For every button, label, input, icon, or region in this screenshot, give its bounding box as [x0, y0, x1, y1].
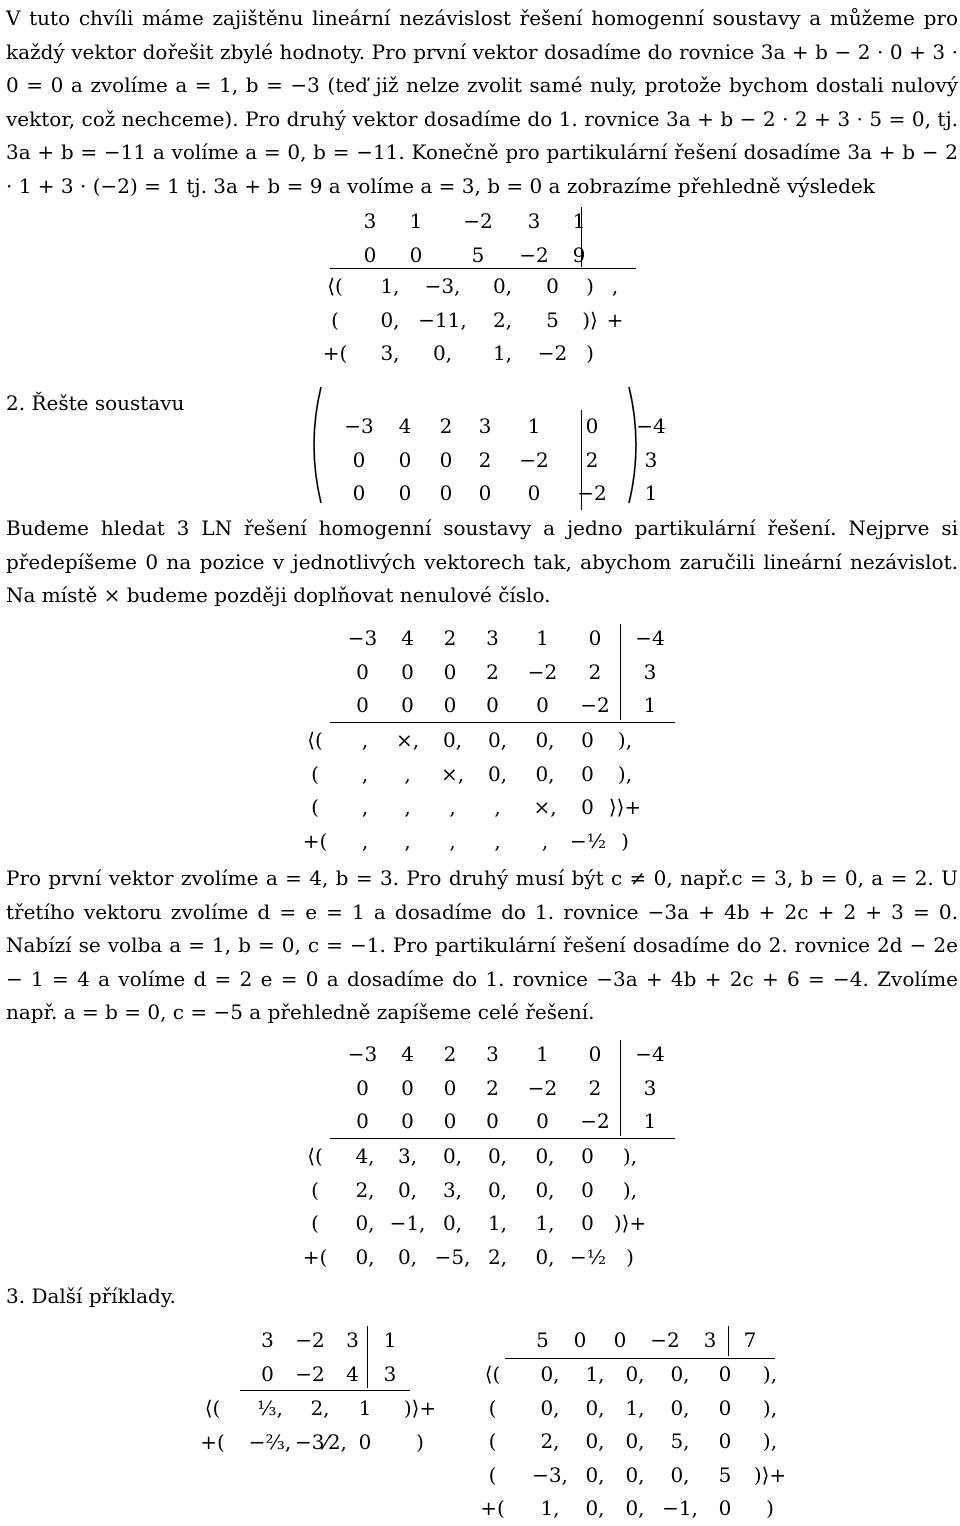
matrix-cell: 0	[401, 1075, 414, 1100]
solution-cell: (	[331, 307, 339, 332]
matrix-cell: 0	[409, 242, 423, 267]
solution-cell: 2,	[492, 307, 513, 332]
solution-cell: ,	[404, 828, 411, 853]
matrix-cell: 0	[443, 1109, 457, 1133]
matrix-cell: 0	[439, 447, 453, 472]
matrix-cell: 0	[443, 659, 457, 684]
paragraph-intro: V tuto chvíli máme zajištěnu lineární nezávislost řešení homogenní soustavy a můžeme pro každý vektor dořešit zbylé hodnoty. Pro první vektor dosadíme do rovnice 3a + b − 2 · 0 + 3 · 0 = 0 a zvolíme a = 1, b = −3 (teď již nelze zvolit samé nuly, protože bychom dostali nulový vektor, což nechceme). Pro druhý vektor dosadíme do 1. rovnice 3a + b − 2 · 2 + 3 · 5 = 0, tj. 3a + b = −11 a volíme a = 0, b = −11. Konečně pro partikulární řešení dosadíme 3a + b − 2 · 1 + 3 · (−2) = 1 tj. 3a + b = 9 a volíme a = 3, b = 0 a zobrazíme přehledně výsledek	[6, 6, 958, 198]
matrix-cell: 1	[409, 209, 423, 233]
matrix-cell: 3	[478, 414, 492, 438]
solution-cell: ,	[494, 828, 501, 853]
solution-cell: 0,	[355, 1211, 375, 1235]
matrix-cell: 1	[644, 481, 658, 505]
solution-cell: 0	[718, 1496, 732, 1520]
matrix-cell: 0	[261, 1361, 274, 1386]
matrix-cell: −4	[636, 414, 666, 438]
solution-cell: ,	[611, 274, 619, 298]
solution-cell: 0	[581, 795, 594, 819]
matrix-cell: 2	[588, 659, 602, 684]
solution-cell: 4,	[355, 1144, 375, 1168]
solution-cell: ),	[762, 1395, 778, 1420]
matrix-cell: 0	[486, 693, 499, 717]
matrix-cell: 3	[527, 209, 541, 233]
matrix-cell: −3	[344, 414, 374, 438]
solution-cell: ),	[622, 1177, 638, 1202]
solution-cell: ),	[762, 1429, 778, 1453]
solution-cell: ,	[361, 761, 369, 786]
matrix-cell: 0	[478, 481, 492, 505]
solution-cell: −½	[570, 828, 607, 853]
solution-cell: 0,	[670, 1362, 690, 1386]
solution-cell: ⟨(	[307, 1144, 323, 1168]
solution-cell: 0	[358, 1429, 372, 1454]
solution-cell: 0,	[625, 1362, 645, 1386]
solution-cell: 2,	[310, 1396, 330, 1420]
solution-cell: 0	[718, 1395, 732, 1420]
solution-cell: ×,	[395, 728, 420, 752]
matrix-cell: 3	[383, 1361, 397, 1386]
solution-cell: ),	[762, 1362, 778, 1386]
solution-cell: 0,	[535, 1244, 555, 1269]
matrix-cell: 0	[356, 693, 369, 717]
solution-cell: )	[766, 1496, 774, 1520]
solution-cell: −⅔,	[248, 1429, 292, 1454]
matrix-cell: −4	[635, 1042, 665, 1066]
solution-cell: 0	[581, 728, 594, 752]
augmented-bar	[581, 410, 582, 510]
solution-cell: (	[488, 1462, 497, 1487]
matrix-cell: 2	[443, 1042, 457, 1066]
paragraph-choice: Pro první vektor zvolíme a = 4, b = 3. Pro druhý musí být c ≠ 0, např.c = 3, b = 0, a = 2. U třetího vektoru zvolíme d = e = 1 a dosadíme do 1. rovnice −3a + 4b + 2c + 2 + 3 = 0. Nabízí se volba a = 1, b = 0, c = −1. Pro partikulární řešení dosadíme do 2. rovnice 2d − 2e − 1 = 4 a volíme d = 2 e = 0 a dosadíme do 1. rovnice −3a + 4b + 2c + 6 = −4. Zvolíme např. a = b = 0, c = −5 a přehledně zapíšeme celé řešení.	[6, 866, 958, 1024]
solution-cell: (	[488, 1395, 497, 1420]
matrix-cell: 4	[346, 1361, 359, 1386]
solution-cell: ⟨(	[204, 1396, 221, 1420]
matrix-cell: 0	[401, 1109, 414, 1133]
solution-cell: 0,	[535, 1144, 555, 1168]
solution-cell: 0	[718, 1362, 732, 1386]
matrix-cell: 0	[573, 1328, 587, 1352]
solution-cell: 0,	[670, 1395, 690, 1420]
solution-cell: 0	[581, 1211, 594, 1235]
matrix-cell: 3	[261, 1328, 274, 1352]
solution-cell: 1,	[540, 1496, 560, 1520]
matrix-cell: 5	[471, 242, 485, 267]
solution-cell: 0,	[355, 1244, 375, 1269]
matrix-cell: 3	[644, 447, 658, 472]
matrix-cell: 2	[585, 447, 599, 472]
solution-cell: ),	[617, 761, 633, 786]
augmented-bar	[620, 1040, 621, 1136]
solution-cell: −2	[537, 341, 568, 365]
solution-cell: 0,	[535, 761, 555, 786]
matrix-cell: 3	[486, 1042, 499, 1066]
matrix-cell: 0	[401, 659, 414, 684]
matrix-cell: 3	[486, 626, 499, 650]
solution-cell: 0,	[540, 1362, 560, 1386]
solution-cell: 2,	[355, 1177, 375, 1202]
solution-cell: (	[311, 795, 319, 819]
matrix-cell: 1	[383, 1328, 397, 1352]
matrix-cell: 0	[352, 481, 366, 505]
matrix-cell: −2	[519, 242, 549, 267]
matrix-cell: −3	[347, 626, 378, 650]
solution-cell: 0	[718, 1429, 732, 1453]
solution-cell: 0	[581, 761, 594, 786]
solution-cell: ,	[449, 828, 456, 853]
matrix-cell: −2	[580, 1109, 610, 1133]
matrix-cell: 0	[356, 659, 369, 684]
matrix-cell: 2	[486, 1075, 499, 1100]
matrix-cell: −3	[347, 1042, 378, 1066]
matrix-cell: 0	[401, 693, 414, 717]
matrix-cell: 3	[643, 1075, 657, 1100]
solution-cell: ⟨(	[307, 728, 323, 752]
solution-cell: )	[626, 1244, 634, 1269]
separator-line	[330, 268, 636, 269]
solution-cell: 1,	[492, 341, 513, 365]
solution-cell: −11,	[418, 307, 467, 332]
solution-cell: 5	[546, 307, 559, 332]
separator-line	[240, 1390, 410, 1391]
matrix-cell: 3	[363, 209, 377, 233]
solution-cell: 0,	[540, 1395, 560, 1420]
matrix-cell: 0	[536, 1109, 549, 1133]
solution-cell: 0,	[442, 728, 463, 752]
solution-cell: +(	[302, 828, 328, 853]
matrix-cell: 0	[527, 481, 541, 505]
matrix-cell: 0	[588, 1042, 602, 1066]
solution-cell: 0,	[585, 1496, 605, 1520]
augmented-bar	[620, 624, 621, 720]
matrix-cell: 0	[443, 1075, 457, 1100]
matrix-cell: 7	[743, 1328, 757, 1352]
solution-cell: 0,	[487, 1177, 508, 1202]
solution-cell: 0,	[380, 307, 400, 332]
solution-cell: −5,	[434, 1244, 471, 1269]
solution-cell: −3⁄2,	[295, 1429, 347, 1454]
solution-cell: )	[586, 341, 594, 365]
matrix-cell: 4	[398, 414, 412, 438]
solution-cell: −½	[570, 1244, 607, 1269]
matrix-cell: −2	[527, 1075, 558, 1100]
solution-cell: ⅓,	[257, 1396, 283, 1420]
matrix-cell: 0	[363, 242, 377, 267]
solution-cell: ,	[361, 728, 369, 752]
solution-cell: 3,	[397, 1144, 418, 1168]
augmented-bar	[367, 1326, 368, 1388]
solution-cell: 5,	[670, 1429, 690, 1453]
matrix-cell: 5	[536, 1328, 549, 1352]
solution-cell: 3,	[380, 341, 400, 365]
matrix-cell: 0	[443, 693, 457, 717]
solution-cell: ×,	[533, 795, 557, 819]
solution-cell: ×,	[440, 761, 465, 786]
augmented-bar	[581, 207, 582, 267]
solution-cell: 0,	[397, 1177, 418, 1202]
solution-cell: +(	[302, 1244, 328, 1269]
solution-cell: 1,	[535, 1211, 555, 1235]
solution-cell: 0,	[625, 1496, 645, 1520]
solution-cell: +	[606, 307, 624, 332]
solution-cell: ,	[361, 795, 369, 819]
solution-cell: 0,	[585, 1395, 605, 1420]
matrix-cell: −2	[577, 481, 607, 505]
matrix-cell: 1	[643, 693, 657, 717]
solution-cell: 0,	[487, 728, 508, 752]
right-paren-icon	[625, 385, 645, 505]
matrix-cell: 4	[401, 1042, 414, 1066]
solution-cell: )⟩+	[753, 1462, 787, 1487]
matrix-cell: −4	[635, 626, 665, 650]
matrix-cell: 0	[486, 1109, 499, 1133]
solution-cell: 1	[358, 1396, 372, 1420]
solution-cell: 5	[718, 1462, 732, 1487]
matrix-cell: 0	[398, 447, 412, 472]
solution-cell: 0	[581, 1144, 594, 1168]
matrix-cell: 1	[527, 414, 541, 438]
solution-cell: 0,	[487, 761, 508, 786]
solution-cell: +(	[322, 341, 348, 365]
solution-cell: ),	[622, 1144, 638, 1168]
exercise-2-label: 2. Řešte soustavu	[6, 391, 185, 415]
solution-cell: 0,	[492, 274, 513, 298]
matrix-cell: 2	[439, 414, 453, 438]
solution-cell: (	[311, 1177, 319, 1202]
solution-cell: ,	[494, 795, 501, 819]
matrix-cell: −2	[295, 1361, 325, 1386]
matrix-cell: 0	[585, 414, 599, 438]
solution-cell: ,	[449, 795, 456, 819]
solution-cell: +(	[480, 1496, 505, 1520]
solution-cell: )⟩+	[403, 1396, 437, 1420]
matrix-cell: −2	[519, 447, 549, 472]
solution-cell: ,	[404, 795, 411, 819]
matrix-cell: 0	[613, 1328, 627, 1352]
solution-cell: )⟩+	[613, 1211, 647, 1235]
solution-cell: 1,	[487, 1211, 508, 1235]
solution-cell: 0	[546, 274, 559, 298]
matrix-cell: 1	[643, 1109, 657, 1133]
matrix-cell: 3	[346, 1328, 359, 1352]
matrix-cell: −2	[463, 209, 493, 233]
matrix-cell: −2	[527, 659, 558, 684]
solution-cell: 2,	[540, 1429, 560, 1453]
solution-cell: ,	[361, 828, 369, 853]
exercise-3-label: 3. Další příklady.	[6, 1284, 176, 1308]
solution-cell: 0,	[625, 1462, 645, 1487]
matrix-cell: 0	[356, 1075, 369, 1100]
solution-cell: 0,	[442, 1144, 463, 1168]
matrix-cell: 1	[536, 1042, 549, 1066]
matrix-cell: 0	[352, 447, 366, 472]
solution-cell: 1,	[585, 1362, 605, 1386]
solution-cell: )⟩	[582, 307, 598, 332]
solution-cell: 1,	[625, 1395, 645, 1420]
matrix-cell: 2	[478, 447, 492, 472]
paragraph-method: Budeme hledat 3 LN řešení homogenní soustavy a jedno partikulární řešení. Nejprve si předepíšeme 0 na pozice v jednotlivých vektorech tak, abychom zaručili lineární nezávislot. Na místě × budeme později doplňovat nenulové číslo.	[6, 516, 958, 607]
solution-cell: (	[488, 1429, 497, 1453]
matrix-cell: 2	[486, 659, 499, 684]
solution-cell: 0,	[625, 1429, 645, 1453]
matrix-cell: 0	[439, 481, 453, 505]
solution-cell: )	[621, 828, 629, 853]
solution-cell: 0,	[487, 1144, 508, 1168]
solution-cell: +(	[200, 1429, 225, 1454]
solution-cell: 1,	[380, 274, 400, 298]
matrix-cell: 0	[356, 1109, 369, 1133]
solution-cell: 0,	[442, 1211, 463, 1235]
solution-cell: )	[586, 274, 594, 298]
matrix-cell: 0	[398, 481, 412, 505]
solution-cell: −3,	[532, 1462, 568, 1487]
matrix-cell: 1	[536, 626, 549, 650]
solution-cell: ⟨(	[484, 1362, 501, 1386]
matrix-cell: 0	[588, 626, 602, 650]
solution-cell: ),	[617, 728, 633, 752]
matrix-cell: −2	[580, 693, 610, 717]
matrix-cell: 0	[536, 693, 549, 717]
solution-cell: −1,	[389, 1211, 426, 1235]
solution-cell: 3,	[442, 1177, 463, 1202]
solution-cell: ,	[541, 828, 549, 853]
solution-cell: (	[311, 1211, 319, 1235]
solution-cell: 0	[581, 1177, 594, 1202]
solution-cell: 0,	[397, 1244, 418, 1269]
matrix-cell: −2	[650, 1328, 680, 1352]
solution-cell: 0,	[535, 728, 555, 752]
solution-cell: 0,	[585, 1429, 605, 1453]
solution-cell: ,	[404, 761, 411, 786]
solution-cell: 0,	[585, 1462, 605, 1487]
solution-cell: ⟨(	[327, 274, 343, 298]
matrix-cell: 4	[401, 626, 414, 650]
separator-line	[330, 1138, 675, 1139]
matrix-cell: −2	[295, 1328, 325, 1352]
matrix-cell: 9	[572, 242, 586, 267]
solution-cell: )	[416, 1429, 424, 1454]
matrix-cell: 3	[643, 659, 657, 684]
solution-cell: ⟩⟩+	[608, 795, 642, 819]
matrix-cell: 1	[572, 209, 586, 233]
separator-line	[330, 722, 675, 723]
matrix-cell: 3	[703, 1328, 717, 1352]
solution-cell: 2,	[487, 1244, 508, 1269]
matrix-cell: 2	[588, 1075, 602, 1100]
augmented-bar	[728, 1326, 729, 1356]
left-paren-icon	[305, 385, 325, 505]
solution-cell: −1,	[662, 1496, 698, 1520]
solution-cell: (	[311, 761, 319, 786]
solution-cell: 0,	[670, 1462, 690, 1487]
solution-cell: −3,	[424, 274, 461, 298]
matrix-cell: 2	[443, 626, 457, 650]
solution-cell: 0,	[432, 341, 453, 365]
solution-cell: 0,	[535, 1177, 555, 1202]
